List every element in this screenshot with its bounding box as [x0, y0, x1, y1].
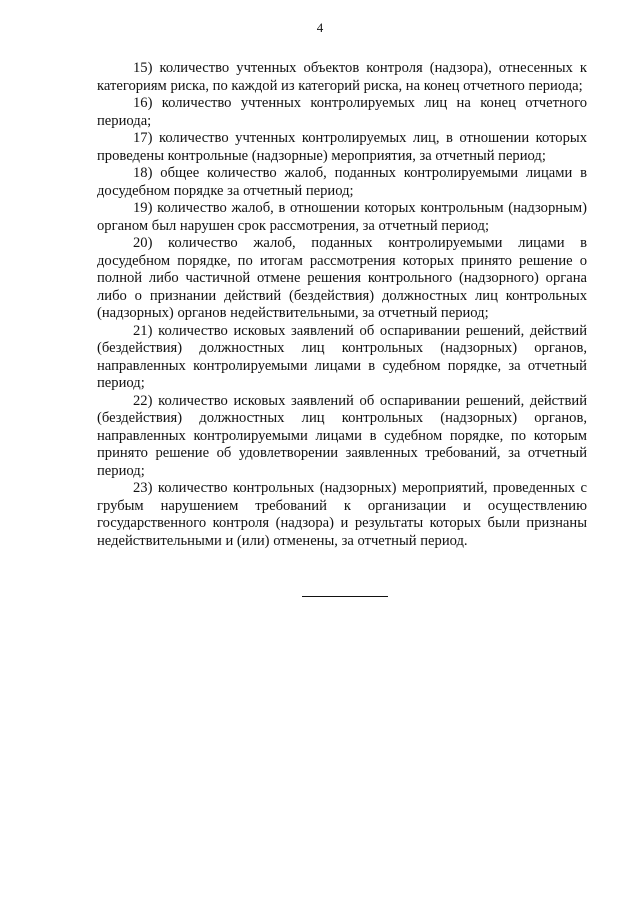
- list-item: 21) количество исковых заявлений об оспаривании решений, действий (бездействия) должностных лиц контрольных (надзорных) органов, направленных контролируемыми лицами в судебном порядке, за отчетный период;: [97, 322, 587, 391]
- list-item: 15) количество учтенных объектов контроля (надзора), отнесенных к категориям риска, по каждой из категорий риска, на конец отчетного периода;: [97, 60, 587, 94]
- list-item: 20) количество жалоб, поданных контролируемыми лицами в досудебном порядке, по итогам рассмотрения которых принято решение о полной либо частичной отмене решения контрольного (надзорного) органа либо о признании действий (бездействия) должностных лиц контрольных (надзорных) органов недействительными, за отчетный период;: [97, 235, 587, 321]
- list-item: 16) количество учтенных контролируемых лиц на конец отчетного периода;: [97, 95, 587, 129]
- page-number: 4: [316, 20, 324, 35]
- list-item: 18) общее количество жалоб, поданных контролируемыми лицами в досудебном порядке за отчетный период;: [97, 165, 587, 199]
- end-separator-line: [302, 596, 388, 597]
- list-item: 22) количество исковых заявлений об оспаривании решений, действий (бездействия) должностных лиц контрольных (надзорных) органов, направленных контролируемыми лицами в судебном порядке, по которым принято решение об удовлетворении заявленных требований, за отчетный период;: [97, 392, 587, 479]
- list-item: 17) количество учтенных контролируемых лиц, в отношении которых проведены контрольные (надзорные) мероприятия, за отчетный период;: [97, 130, 587, 164]
- list-item: 19) количество жалоб, в отношении которых контрольным (надзорным) органом был нарушен срок рассмотрения, за отчетный период;: [97, 200, 587, 234]
- list-item: 23) количество контрольных (надзорных) мероприятий, проведенных с грубым нарушением требований к организации и осуществлению государственного контроля (надзора) и результаты которых были признаны недействительными и (или) отменены, за отчетный период.: [97, 480, 587, 549]
- document-body: [97, 60, 587, 550]
